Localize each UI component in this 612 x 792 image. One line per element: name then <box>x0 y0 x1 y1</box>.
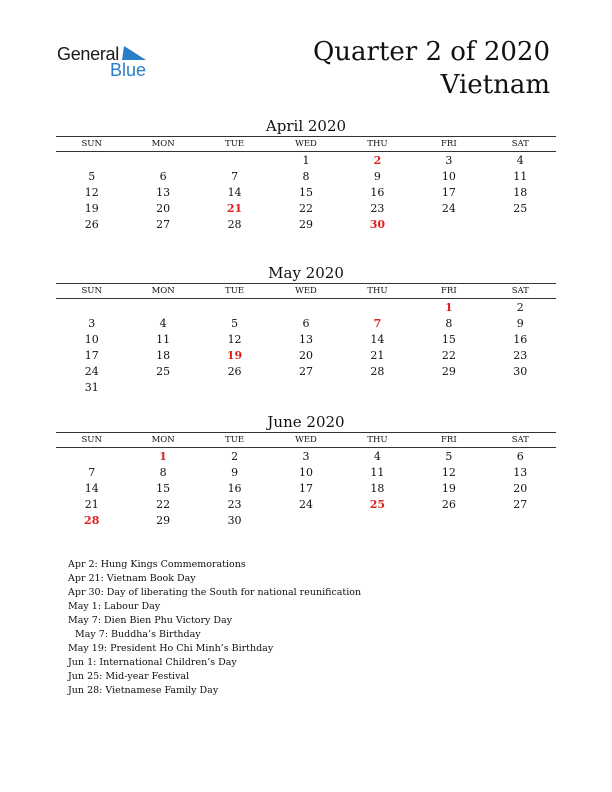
holiday-item: May 7: Buddha’s Birthday <box>75 629 201 640</box>
weekday-label: MON <box>151 139 175 149</box>
weekday-header <box>56 136 556 152</box>
day-cell: 20 <box>513 482 528 495</box>
holiday-item: Apr 30: Day of liberating the South for national reunification <box>68 587 362 598</box>
day-cell: 14 <box>370 333 385 346</box>
weekday-label: FRI <box>441 286 457 296</box>
day-cell: 12 <box>441 466 456 479</box>
day-cell: 25 <box>156 365 171 378</box>
month-calendar-may <box>56 263 556 396</box>
holiday-item: Jun 1: International Children’s Day <box>68 657 237 668</box>
empty-cell <box>342 300 413 316</box>
day-cell: 25 <box>513 202 528 215</box>
holiday-day-cell: 25 <box>369 498 386 511</box>
weekday-label: SAT <box>511 139 529 149</box>
day-cell: 16 <box>227 482 242 495</box>
day-cell: 7 <box>231 170 239 183</box>
day-cell: 11 <box>370 466 385 479</box>
holiday-day-cell: 2 <box>373 154 382 167</box>
day-cell: 2 <box>516 301 524 314</box>
day-cell: 13 <box>156 186 171 199</box>
day-cell: 5 <box>445 450 453 463</box>
day-cell: 23 <box>370 202 385 215</box>
day-cell: 9 <box>231 466 239 479</box>
day-cell: 6 <box>516 450 524 463</box>
empty-cell <box>199 153 270 169</box>
day-cell: 29 <box>156 514 171 527</box>
holiday-item: Jun 25: Mid-year Festival <box>68 671 190 682</box>
day-cell: 26 <box>441 498 456 511</box>
day-cell: 8 <box>159 466 167 479</box>
day-cell: 30 <box>227 514 242 527</box>
holiday-day-cell: 19 <box>226 349 243 362</box>
day-cell: 26 <box>84 218 99 231</box>
day-cell: 12 <box>227 333 242 346</box>
day-cell: 4 <box>159 317 167 330</box>
day-cell: 10 <box>298 466 313 479</box>
day-cell: 6 <box>302 317 310 330</box>
weekday-label: TUE <box>225 139 245 149</box>
weekday-label: TUE <box>225 286 245 296</box>
holiday-item: May 19: President Ho Chi Minh’s Birthday <box>68 643 274 654</box>
day-cell: 28 <box>227 218 242 231</box>
empty-cell <box>56 300 127 316</box>
weekday-label: THU <box>367 435 388 445</box>
weekday-label: WED <box>295 286 317 296</box>
holiday-day-cell: 1 <box>159 450 167 463</box>
day-cell: 14 <box>227 186 242 199</box>
brand-logo <box>57 44 157 84</box>
empty-cell <box>199 300 270 316</box>
day-cell: 24 <box>441 202 456 215</box>
logo-text-blue: Blue <box>110 60 147 80</box>
day-cell: 8 <box>445 317 453 330</box>
day-cell: 7 <box>88 466 96 479</box>
day-cell: 27 <box>156 218 171 231</box>
weekday-label: FRI <box>441 435 457 445</box>
day-cell: 27 <box>298 365 313 378</box>
weekday-label: FRI <box>441 139 457 149</box>
day-grid <box>56 153 556 233</box>
day-cell: 1 <box>302 154 310 167</box>
day-cell: 28 <box>370 365 385 378</box>
day-cell: 3 <box>88 317 96 330</box>
holiday-item: Jun 28: Vietnamese Family Day <box>68 685 219 696</box>
day-cell: 9 <box>373 170 381 183</box>
empty-cell <box>127 153 198 169</box>
day-cell: 22 <box>441 349 456 362</box>
day-cell: 29 <box>441 365 456 378</box>
weekday-label: WED <box>295 139 317 149</box>
weekday-label: THU <box>367 139 388 149</box>
empty-cell <box>56 449 127 465</box>
logo-triangle-icon <box>122 46 146 60</box>
day-grid <box>56 449 556 529</box>
day-cell: 3 <box>302 450 310 463</box>
day-cell: 18 <box>156 349 171 362</box>
day-cell: 13 <box>513 466 528 479</box>
day-cell: 19 <box>84 202 99 215</box>
day-cell: 20 <box>298 349 313 362</box>
month-title: April 2020 <box>265 117 347 135</box>
holiday-day-cell: 30 <box>369 218 386 231</box>
logo-text-general: General <box>57 44 119 64</box>
weekday-label: SUN <box>81 435 102 445</box>
holiday-list <box>68 558 361 698</box>
day-cell: 20 <box>156 202 171 215</box>
day-cell: 5 <box>231 317 239 330</box>
day-cell: 17 <box>84 349 99 362</box>
holiday-item: Apr 2: Hung Kings Commemorations <box>68 559 246 570</box>
day-cell: 24 <box>298 498 313 511</box>
empty-cell <box>56 153 127 169</box>
holiday-day-cell: 7 <box>373 317 382 330</box>
day-cell: 21 <box>370 349 385 362</box>
weekday-label: SAT <box>511 286 529 296</box>
title-country: Vietnam <box>440 70 550 100</box>
weekday-label: SUN <box>81 139 102 149</box>
holiday-day-cell: 1 <box>445 301 453 314</box>
day-cell: 10 <box>441 170 456 183</box>
day-cell: 15 <box>156 482 171 495</box>
weekday-label: THU <box>367 286 388 296</box>
day-cell: 13 <box>298 333 313 346</box>
day-cell: 23 <box>513 349 528 362</box>
weekday-label: SUN <box>81 286 102 296</box>
empty-cell <box>270 300 341 316</box>
weekday-header <box>56 432 556 448</box>
day-cell: 5 <box>88 170 96 183</box>
day-cell: 10 <box>84 333 99 346</box>
day-cell: 23 <box>227 498 242 511</box>
day-cell: 3 <box>445 154 453 167</box>
month-calendar-april <box>56 116 556 233</box>
holiday-day-cell: 28 <box>84 514 100 527</box>
holiday-item: May 1: Labour Day <box>68 601 161 612</box>
weekday-label: WED <box>295 435 317 445</box>
title-quarter: Quarter 2 of 2020 <box>312 37 550 67</box>
day-cell: 24 <box>84 365 99 378</box>
day-cell: 2 <box>231 450 239 463</box>
month-title: June 2020 <box>267 413 345 431</box>
holiday-item: May 7: Dien Bien Phu Victory Day <box>68 615 233 626</box>
day-cell: 11 <box>156 333 171 346</box>
day-cell: 21 <box>84 498 99 511</box>
holiday-day-cell: 21 <box>226 202 243 215</box>
month-calendar-june <box>56 412 556 529</box>
day-cell: 17 <box>441 186 456 199</box>
day-cell: 14 <box>84 482 99 495</box>
page-title <box>313 36 550 102</box>
day-cell: 22 <box>156 498 171 511</box>
day-cell: 29 <box>298 218 313 231</box>
day-cell: 22 <box>298 202 313 215</box>
day-cell: 17 <box>298 482 313 495</box>
weekday-label: TUE <box>225 435 245 445</box>
day-cell: 27 <box>513 498 528 511</box>
weekday-label: MON <box>151 286 175 296</box>
day-cell: 19 <box>441 482 456 495</box>
day-cell: 26 <box>227 365 242 378</box>
month-title: May 2020 <box>268 264 344 282</box>
day-cell: 4 <box>516 154 524 167</box>
day-cell: 16 <box>370 186 385 199</box>
day-cell: 15 <box>441 333 456 346</box>
day-cell: 9 <box>516 317 524 330</box>
weekday-header <box>56 283 556 299</box>
day-cell: 15 <box>298 186 313 199</box>
day-cell: 18 <box>513 186 528 199</box>
day-cell: 8 <box>302 170 310 183</box>
weekday-label: MON <box>151 435 175 445</box>
day-cell: 11 <box>513 170 528 183</box>
day-grid <box>56 300 556 396</box>
day-cell: 16 <box>513 333 528 346</box>
day-cell: 4 <box>373 450 381 463</box>
empty-cell <box>127 300 198 316</box>
day-cell: 6 <box>159 170 167 183</box>
weekday-label: SAT <box>511 435 529 445</box>
day-cell: 31 <box>84 381 99 394</box>
day-cell: 12 <box>84 186 99 199</box>
day-cell: 18 <box>370 482 385 495</box>
day-cell: 30 <box>513 365 528 378</box>
holiday-item: Apr 21: Vietnam Book Day <box>68 573 196 584</box>
